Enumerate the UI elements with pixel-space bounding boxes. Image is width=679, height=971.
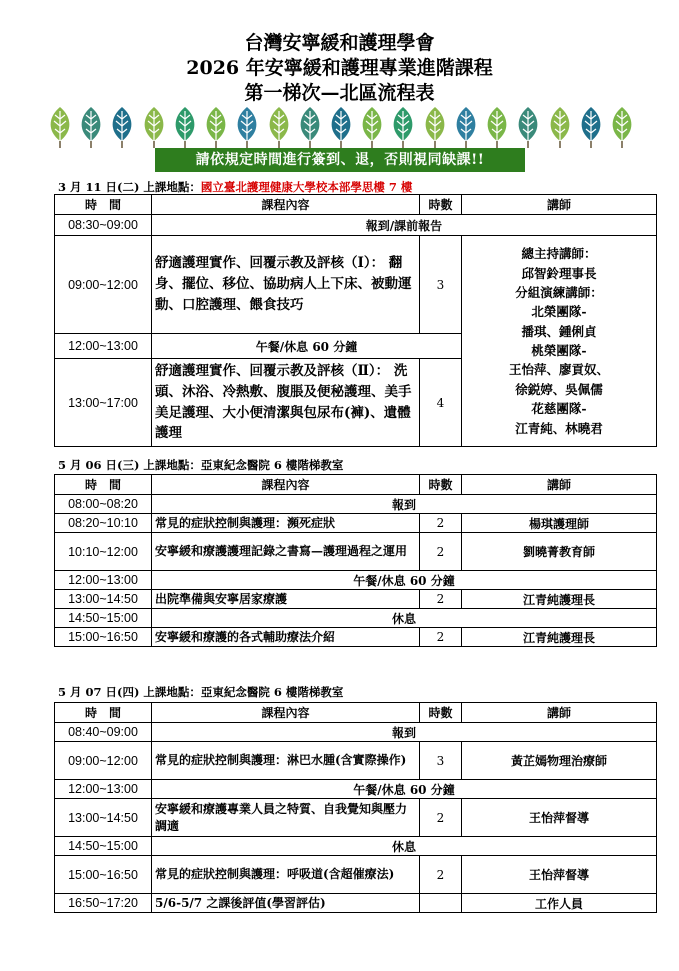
leaf-icon [265, 105, 293, 149]
row-time: 08:00~08:20 [55, 495, 152, 514]
course-title: 2026 年安寧緩和護理專業進階課程 [186, 57, 493, 79]
header-time: 時 間 [55, 195, 152, 215]
row-time: 14:50~15:00 [55, 609, 152, 628]
row-content: 常見的症狀控制與護理：淋巴水腫(含實際操作) [152, 742, 420, 780]
table-header-row [55, 195, 657, 215]
row-time: 13:00~14:50 [55, 799, 152, 837]
row-time: 12:00~13:00 [55, 334, 152, 359]
row-content: 午餐/休息 60 分鐘 [152, 571, 657, 590]
session2-location: 亞東紀念醫院 6 樓階梯教室 [200, 458, 344, 472]
attendance-notice: 請依規定時間進行簽到、退，否則視同缺課!! [155, 148, 525, 172]
row-time: 08:30~09:00 [55, 215, 152, 236]
row-time: 09:00~12:00 [55, 742, 152, 780]
row-content: 報到 [152, 495, 657, 514]
leaf-icon [546, 105, 574, 149]
row-time: 09:00~12:00 [55, 236, 152, 334]
instructor-line: 播琪、鍾俐貞 [521, 323, 597, 339]
row-lecturer: 江青純護理長 [462, 590, 657, 609]
leaf-icon [46, 105, 74, 149]
leaf-icon [171, 105, 199, 149]
table-row [55, 780, 657, 799]
row-lecturer: 王怡萍督導 [462, 799, 657, 837]
row-content: 安寧緩和療護專業人員之特質、自我覺知與壓力調適 [152, 799, 420, 837]
session2-location-label: 上課地點： [143, 458, 201, 472]
leaf-icon [483, 105, 511, 149]
row-hours: 2 [420, 856, 462, 894]
leaf-icon [514, 105, 542, 149]
leaf-icon [108, 105, 136, 149]
leaf-icon [358, 105, 386, 149]
row-content: 舒適護理實作、回覆示教及評核（Ⅱ）： 洗頭、沐浴、冷熱敷、腹脹及便秘護理、美手美足護理、大小便清潔與包尿布(褲)、遺體護理 [152, 359, 420, 447]
row-content: 安寧緩和療護的各式輔助療法介紹 [152, 628, 420, 647]
table-row [55, 723, 657, 742]
header-hours: 時數 [420, 195, 462, 215]
instructor-line: 花慈團隊- [531, 401, 587, 417]
header-hours: 時數 [420, 703, 462, 723]
instructor-list [462, 236, 657, 447]
header-content: 課程內容 [152, 475, 420, 495]
row-time: 15:00~16:50 [55, 628, 152, 647]
session1-heading [58, 179, 412, 195]
table-row [55, 799, 657, 837]
row-time: 12:00~13:00 [55, 780, 152, 799]
header-time: 時 間 [55, 703, 152, 723]
header-content: 課程內容 [152, 703, 420, 723]
session2-table [54, 474, 657, 647]
row-content: 5/6-5/7 之課後評值(學習評估) [152, 894, 420, 913]
leaf-icon [577, 105, 605, 149]
row-lecturer: 楊琪護理師 [462, 514, 657, 533]
leaf-icon [421, 105, 449, 149]
instructor-line: 江青純、林曉君 [515, 420, 603, 436]
leaf-icon [296, 105, 324, 149]
table-row [55, 742, 657, 780]
row-content: 報到 [152, 723, 657, 742]
row-hours [420, 894, 462, 913]
row-hours: 3 [420, 742, 462, 780]
instructor-line: 王怡萍、廖貢奴、 [508, 362, 609, 378]
row-time: 13:00~17:00 [55, 359, 152, 447]
table-row [55, 236, 657, 334]
row-hours: 2 [420, 799, 462, 837]
session2-date: 5 月 06 日(三) [58, 458, 140, 472]
row-lecturer: 黃芷嫣物理治療師 [462, 742, 657, 780]
society-title: 台灣安寧緩和護理學會 [244, 32, 435, 54]
row-hours: 2 [420, 628, 462, 647]
session3-date: 5 月 07 日(四) [58, 685, 140, 699]
leaf-banner [46, 105, 636, 149]
instructor-line: 桃榮團隊- [531, 343, 587, 358]
row-hours: 3 [420, 236, 462, 334]
row-content: 舒適護理實作、回覆示教及評核（Ⅰ）： 翻身、擺位、移位、協助病人上下床、被動運動、口腔護理、餵食技巧 [152, 236, 420, 334]
leaf-icon [608, 105, 636, 149]
table-row [55, 514, 657, 533]
table-row [55, 856, 657, 894]
schedule-title: 第一梯次—北區流程表 [244, 82, 435, 104]
session3-location: 亞東紀念醫院 6 樓階梯教室 [200, 685, 344, 699]
leaf-icon [233, 105, 261, 149]
header-lecturer: 講師 [462, 703, 657, 723]
row-content: 出院準備與安寧居家療護 [152, 590, 420, 609]
row-hours: 2 [420, 533, 462, 571]
table-row [55, 495, 657, 514]
row-content: 安寧緩和療護護理記錄之書寫—護理過程之運用 [152, 533, 420, 571]
table-row [55, 215, 657, 236]
session3-table [54, 702, 657, 913]
table-header-row [55, 475, 657, 495]
row-hours: 4 [420, 359, 462, 447]
row-content: 午餐/休息 60 分鐘 [152, 780, 657, 799]
header-time: 時 間 [55, 475, 152, 495]
instructor-line: 邱智鈴理事長 [521, 265, 597, 281]
row-time: 14:50~15:00 [55, 837, 152, 856]
leaf-icon [327, 105, 355, 149]
header-lecturer: 講師 [462, 195, 657, 215]
session3-heading [58, 684, 343, 700]
row-hours: 2 [420, 514, 462, 533]
table-row [55, 533, 657, 571]
instructor-line: 分組演練講師： [515, 284, 603, 300]
row-lecturer: 王怡萍督導 [462, 856, 657, 894]
leaf-icon [389, 105, 417, 149]
session3-location-label: 上課地點： [143, 685, 201, 699]
table-row [55, 590, 657, 609]
row-content: 常見的症狀控制與護理：呼吸道(含超催療法) [152, 856, 420, 894]
row-time: 08:40~09:00 [55, 723, 152, 742]
leaf-icon [452, 105, 480, 149]
row-content: 休息 [152, 837, 657, 856]
instructor-line: 總主持講師： [521, 246, 597, 262]
session2-heading [58, 457, 343, 473]
instructor-line: 徐鋭婷、吳佩儒 [515, 381, 603, 397]
row-content: 休息 [152, 609, 657, 628]
table-row [55, 571, 657, 590]
header-hours: 時數 [420, 475, 462, 495]
row-content: 常見的症狀控制與護理：瀕死症狀 [152, 514, 420, 533]
header-content: 課程內容 [152, 195, 420, 215]
header-lecturer: 講師 [462, 475, 657, 495]
table-row [55, 894, 657, 913]
leaf-icon [202, 105, 230, 149]
table-row [55, 628, 657, 647]
row-lecturer: 劉曉菁教育師 [462, 533, 657, 571]
instructor-line: 北榮團隊- [531, 304, 587, 320]
session1-location-label: 上課地點： [143, 180, 201, 194]
row-time: 12:00~13:00 [55, 571, 152, 590]
table-row [55, 837, 657, 856]
session1-location: 國立臺北護理健康大學校本部學思樓 7 樓 [200, 180, 413, 194]
table-header-row [55, 703, 657, 723]
row-time: 16:50~17:20 [55, 894, 152, 913]
table-row [55, 609, 657, 628]
row-content: 午餐/休息 60 分鐘 [152, 334, 462, 359]
row-time: 15:00~16:50 [55, 856, 152, 894]
leaf-icon [77, 105, 105, 149]
row-time: 08:20~10:10 [55, 514, 152, 533]
row-lecturer: 江青純護理長 [462, 628, 657, 647]
row-lecturer: 工作人員 [462, 894, 657, 913]
leaf-icon [140, 105, 168, 149]
session1-date: 3 月 11 日(二) [58, 180, 140, 194]
row-time: 10:10~12:00 [55, 533, 152, 571]
row-content: 報到/課前報告 [152, 215, 657, 236]
row-hours: 2 [420, 590, 462, 609]
row-time: 13:00~14:50 [55, 590, 152, 609]
session1-table [54, 194, 657, 447]
